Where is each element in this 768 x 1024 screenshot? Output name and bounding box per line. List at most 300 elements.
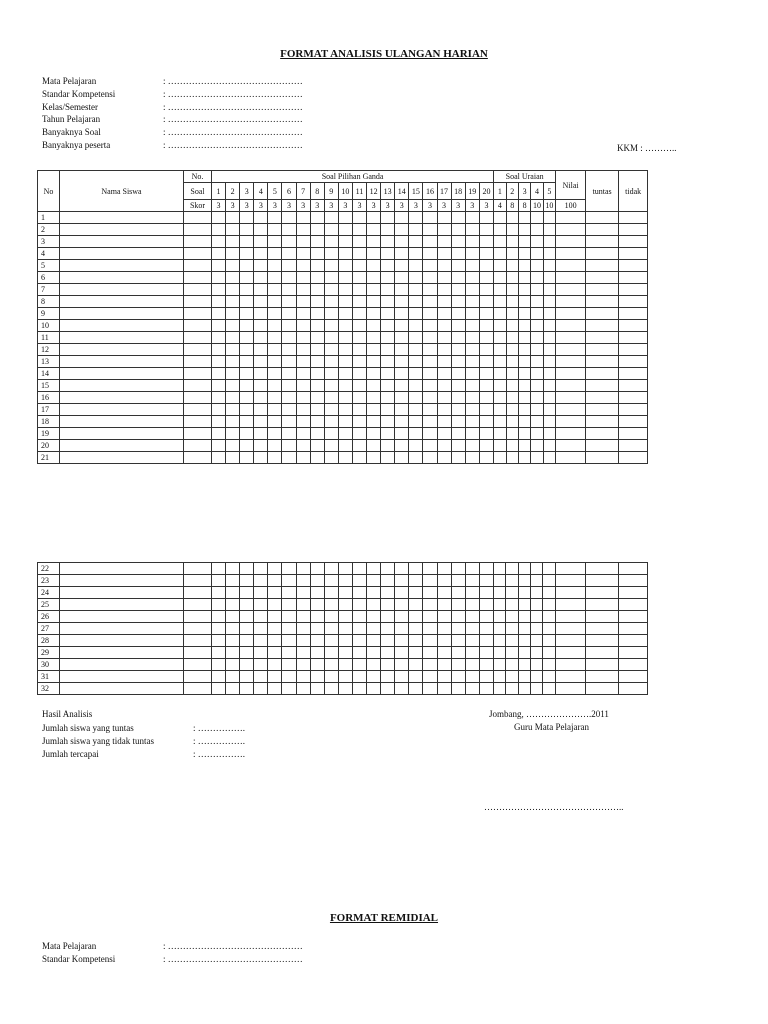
input-cell[interactable] — [367, 284, 381, 296]
input-cell[interactable] — [296, 659, 310, 671]
input-cell[interactable] — [479, 224, 493, 236]
input-cell[interactable] — [240, 212, 254, 224]
input-cell[interactable] — [240, 380, 254, 392]
input-cell[interactable] — [531, 587, 543, 599]
input-cell[interactable] — [586, 344, 619, 356]
input-cell[interactable] — [465, 224, 479, 236]
input-cell[interactable] — [212, 344, 226, 356]
input-cell[interactable] — [367, 236, 381, 248]
input-cell[interactable] — [324, 611, 338, 623]
input-cell[interactable] — [531, 308, 543, 320]
input-cell[interactable] — [282, 392, 296, 404]
input-cell[interactable] — [555, 659, 585, 671]
input-cell[interactable] — [451, 248, 465, 260]
input-cell[interactable] — [184, 320, 212, 332]
input-cell[interactable] — [409, 404, 423, 416]
input-cell[interactable] — [395, 236, 409, 248]
input-cell[interactable] — [409, 611, 423, 623]
input-cell[interactable] — [282, 563, 296, 575]
input-cell[interactable] — [531, 611, 543, 623]
input-cell[interactable] — [184, 332, 212, 344]
input-cell[interactable] — [619, 260, 648, 272]
input-cell[interactable] — [494, 236, 506, 248]
input-cell[interactable] — [381, 356, 395, 368]
input-cell[interactable] — [543, 440, 555, 452]
input-cell[interactable] — [543, 587, 555, 599]
input-cell[interactable] — [556, 428, 586, 440]
input-cell[interactable] — [423, 344, 437, 356]
input-cell[interactable] — [423, 659, 437, 671]
input-cell[interactable] — [310, 332, 324, 344]
input-cell[interactable] — [395, 332, 409, 344]
input-cell[interactable] — [585, 623, 618, 635]
input-cell[interactable] — [586, 224, 619, 236]
input-cell[interactable] — [324, 416, 338, 428]
input-cell[interactable] — [184, 392, 212, 404]
input-cell[interactable] — [254, 308, 268, 320]
input-cell[interactable] — [268, 635, 282, 647]
input-cell[interactable] — [226, 647, 240, 659]
input-cell[interactable] — [395, 611, 409, 623]
input-cell[interactable] — [324, 440, 338, 452]
input-cell[interactable] — [395, 260, 409, 272]
input-cell[interactable] — [338, 260, 352, 272]
input-cell[interactable] — [518, 248, 530, 260]
input-cell[interactable] — [212, 587, 226, 599]
input-cell[interactable] — [60, 611, 184, 623]
input-cell[interactable] — [367, 452, 381, 464]
input-cell[interactable] — [518, 272, 530, 284]
input-cell[interactable] — [494, 320, 506, 332]
input-cell[interactable] — [254, 224, 268, 236]
input-cell[interactable] — [531, 296, 543, 308]
input-cell[interactable] — [226, 587, 240, 599]
input-cell[interactable] — [506, 380, 518, 392]
input-cell[interactable] — [296, 248, 310, 260]
input-cell[interactable] — [395, 623, 409, 635]
input-cell[interactable] — [367, 344, 381, 356]
input-cell[interactable] — [395, 683, 409, 695]
input-cell[interactable] — [367, 272, 381, 284]
input-cell[interactable] — [556, 380, 586, 392]
input-cell[interactable] — [543, 368, 555, 380]
input-cell[interactable] — [60, 647, 184, 659]
input-cell[interactable] — [465, 611, 479, 623]
input-cell[interactable] — [619, 296, 648, 308]
input-cell[interactable] — [324, 248, 338, 260]
input-cell[interactable] — [268, 344, 282, 356]
input-cell[interactable] — [494, 224, 506, 236]
input-cell[interactable] — [184, 380, 212, 392]
input-cell[interactable] — [226, 236, 240, 248]
input-cell[interactable] — [60, 392, 184, 404]
input-cell[interactable] — [409, 575, 423, 587]
input-cell[interactable] — [240, 356, 254, 368]
input-cell[interactable] — [479, 587, 493, 599]
input-cell[interactable] — [324, 380, 338, 392]
input-cell[interactable] — [254, 659, 268, 671]
input-cell[interactable] — [60, 344, 184, 356]
input-cell[interactable] — [465, 332, 479, 344]
input-cell[interactable] — [555, 587, 585, 599]
input-cell[interactable] — [367, 440, 381, 452]
input-cell[interactable] — [338, 647, 352, 659]
input-cell[interactable] — [352, 671, 366, 683]
input-cell[interactable] — [531, 344, 543, 356]
input-cell[interactable] — [586, 368, 619, 380]
input-cell[interactable] — [240, 563, 254, 575]
input-cell[interactable] — [493, 623, 505, 635]
input-cell[interactable] — [409, 236, 423, 248]
input-cell[interactable] — [268, 332, 282, 344]
input-cell[interactable] — [543, 683, 555, 695]
input-cell[interactable] — [310, 392, 324, 404]
input-cell[interactable] — [543, 344, 555, 356]
input-cell[interactable] — [381, 248, 395, 260]
input-cell[interactable] — [465, 683, 479, 695]
input-cell[interactable] — [395, 587, 409, 599]
input-cell[interactable] — [493, 683, 505, 695]
input-cell[interactable] — [437, 284, 451, 296]
input-cell[interactable] — [556, 332, 586, 344]
input-cell[interactable] — [618, 623, 647, 635]
input-cell[interactable] — [506, 452, 518, 464]
input-cell[interactable] — [268, 284, 282, 296]
input-cell[interactable] — [60, 380, 184, 392]
input-cell[interactable] — [479, 440, 493, 452]
input-cell[interactable] — [543, 248, 555, 260]
input-cell[interactable] — [381, 623, 395, 635]
input-cell[interactable] — [586, 296, 619, 308]
input-cell[interactable] — [268, 236, 282, 248]
input-cell[interactable] — [395, 452, 409, 464]
input-cell[interactable] — [494, 308, 506, 320]
input-cell[interactable] — [296, 368, 310, 380]
input-cell[interactable] — [240, 296, 254, 308]
input-cell[interactable] — [268, 392, 282, 404]
input-cell[interactable] — [310, 272, 324, 284]
input-cell[interactable] — [423, 224, 437, 236]
input-cell[interactable] — [437, 272, 451, 284]
input-cell[interactable] — [268, 272, 282, 284]
input-cell[interactable] — [518, 587, 530, 599]
input-cell[interactable] — [395, 440, 409, 452]
input-cell[interactable] — [506, 392, 518, 404]
input-cell[interactable] — [240, 404, 254, 416]
input-cell[interactable] — [518, 260, 530, 272]
input-cell[interactable] — [518, 320, 530, 332]
input-cell[interactable] — [555, 575, 585, 587]
input-cell[interactable] — [60, 248, 184, 260]
input-cell[interactable] — [367, 224, 381, 236]
input-cell[interactable] — [310, 635, 324, 647]
input-cell[interactable] — [585, 635, 618, 647]
input-cell[interactable] — [619, 344, 648, 356]
input-cell[interactable] — [423, 368, 437, 380]
input-cell[interactable] — [254, 671, 268, 683]
input-cell[interactable] — [226, 272, 240, 284]
input-cell[interactable] — [465, 404, 479, 416]
input-cell[interactable] — [518, 392, 530, 404]
input-cell[interactable] — [437, 611, 451, 623]
input-cell[interactable] — [268, 296, 282, 308]
input-cell[interactable] — [493, 647, 505, 659]
input-cell[interactable] — [494, 296, 506, 308]
input-cell[interactable] — [268, 452, 282, 464]
input-cell[interactable] — [367, 671, 381, 683]
input-cell[interactable] — [352, 635, 366, 647]
input-cell[interactable] — [479, 260, 493, 272]
input-cell[interactable] — [184, 416, 212, 428]
input-cell[interactable] — [409, 272, 423, 284]
input-cell[interactable] — [395, 296, 409, 308]
input-cell[interactable] — [352, 212, 366, 224]
input-cell[interactable] — [409, 623, 423, 635]
input-cell[interactable] — [423, 599, 437, 611]
input-cell[interactable] — [451, 236, 465, 248]
input-cell[interactable] — [254, 272, 268, 284]
summary-item-value[interactable]: : ……………. — [193, 749, 246, 759]
input-cell[interactable] — [479, 320, 493, 332]
input-cell[interactable] — [310, 356, 324, 368]
input-cell[interactable] — [465, 368, 479, 380]
input-cell[interactable] — [479, 428, 493, 440]
input-cell[interactable] — [268, 683, 282, 695]
input-cell[interactable] — [268, 440, 282, 452]
input-cell[interactable] — [212, 224, 226, 236]
input-cell[interactable] — [518, 404, 530, 416]
input-cell[interactable] — [437, 563, 451, 575]
input-cell[interactable] — [423, 296, 437, 308]
input-cell[interactable] — [586, 416, 619, 428]
input-cell[interactable] — [543, 224, 555, 236]
input-cell[interactable] — [531, 320, 543, 332]
input-cell[interactable] — [381, 404, 395, 416]
input-cell[interactable] — [60, 563, 184, 575]
input-cell[interactable] — [60, 671, 184, 683]
input-cell[interactable] — [60, 296, 184, 308]
input-cell[interactable] — [585, 587, 618, 599]
input-cell[interactable] — [479, 248, 493, 260]
input-cell[interactable] — [479, 284, 493, 296]
input-cell[interactable] — [423, 563, 437, 575]
input-cell[interactable] — [531, 599, 543, 611]
input-cell[interactable] — [556, 284, 586, 296]
input-cell[interactable] — [381, 599, 395, 611]
input-cell[interactable] — [479, 296, 493, 308]
input-cell[interactable] — [367, 416, 381, 428]
input-cell[interactable] — [352, 404, 366, 416]
input-cell[interactable] — [324, 635, 338, 647]
input-cell[interactable] — [531, 428, 543, 440]
input-cell[interactable] — [282, 344, 296, 356]
input-cell[interactable] — [506, 611, 518, 623]
input-cell[interactable] — [226, 623, 240, 635]
input-cell[interactable] — [324, 647, 338, 659]
input-cell[interactable] — [395, 320, 409, 332]
input-cell[interactable] — [423, 308, 437, 320]
input-cell[interactable] — [352, 344, 366, 356]
input-cell[interactable] — [586, 428, 619, 440]
input-cell[interactable] — [518, 647, 530, 659]
input-cell[interactable] — [268, 260, 282, 272]
input-cell[interactable] — [437, 659, 451, 671]
input-cell[interactable] — [282, 683, 296, 695]
input-cell[interactable] — [310, 563, 324, 575]
input-cell[interactable] — [296, 284, 310, 296]
input-cell[interactable] — [586, 380, 619, 392]
input-cell[interactable] — [494, 284, 506, 296]
input-cell[interactable] — [494, 452, 506, 464]
input-cell[interactable] — [254, 428, 268, 440]
input-cell[interactable] — [352, 224, 366, 236]
input-cell[interactable] — [409, 212, 423, 224]
input-cell[interactable] — [586, 404, 619, 416]
analysis-field-value[interactable]: : ……………………………………… — [163, 140, 303, 150]
input-cell[interactable] — [479, 272, 493, 284]
input-cell[interactable] — [465, 392, 479, 404]
input-cell[interactable] — [367, 392, 381, 404]
input-cell[interactable] — [282, 647, 296, 659]
input-cell[interactable] — [506, 236, 518, 248]
input-cell[interactable] — [506, 635, 518, 647]
input-cell[interactable] — [296, 392, 310, 404]
input-cell[interactable] — [543, 284, 555, 296]
input-cell[interactable] — [531, 212, 543, 224]
input-cell[interactable] — [556, 224, 586, 236]
input-cell[interactable] — [254, 587, 268, 599]
input-cell[interactable] — [437, 212, 451, 224]
input-cell[interactable] — [226, 659, 240, 671]
input-cell[interactable] — [212, 575, 226, 587]
input-cell[interactable] — [212, 599, 226, 611]
input-cell[interactable] — [268, 575, 282, 587]
input-cell[interactable] — [226, 224, 240, 236]
input-cell[interactable] — [619, 248, 648, 260]
input-cell[interactable] — [437, 599, 451, 611]
input-cell[interactable] — [451, 599, 465, 611]
input-cell[interactable] — [543, 575, 555, 587]
input-cell[interactable] — [543, 563, 555, 575]
input-cell[interactable] — [324, 452, 338, 464]
input-cell[interactable] — [268, 212, 282, 224]
input-cell[interactable] — [310, 599, 324, 611]
input-cell[interactable] — [367, 647, 381, 659]
input-cell[interactable] — [395, 356, 409, 368]
input-cell[interactable] — [60, 575, 184, 587]
input-cell[interactable] — [543, 647, 555, 659]
input-cell[interactable] — [268, 320, 282, 332]
input-cell[interactable] — [506, 575, 518, 587]
input-cell[interactable] — [465, 440, 479, 452]
input-cell[interactable] — [409, 296, 423, 308]
input-cell[interactable] — [296, 356, 310, 368]
input-cell[interactable] — [619, 236, 648, 248]
input-cell[interactable] — [423, 248, 437, 260]
input-cell[interactable] — [518, 428, 530, 440]
input-cell[interactable] — [338, 659, 352, 671]
input-cell[interactable] — [437, 683, 451, 695]
input-cell[interactable] — [437, 224, 451, 236]
input-cell[interactable] — [60, 224, 184, 236]
input-cell[interactable] — [254, 647, 268, 659]
input-cell[interactable] — [296, 380, 310, 392]
input-cell[interactable] — [240, 344, 254, 356]
input-cell[interactable] — [493, 575, 505, 587]
input-cell[interactable] — [531, 368, 543, 380]
input-cell[interactable] — [409, 284, 423, 296]
input-cell[interactable] — [226, 599, 240, 611]
input-cell[interactable] — [324, 212, 338, 224]
input-cell[interactable] — [518, 575, 530, 587]
input-cell[interactable] — [296, 563, 310, 575]
input-cell[interactable] — [479, 332, 493, 344]
input-cell[interactable] — [352, 416, 366, 428]
input-cell[interactable] — [226, 392, 240, 404]
input-cell[interactable] — [212, 440, 226, 452]
input-cell[interactable] — [367, 404, 381, 416]
input-cell[interactable] — [212, 683, 226, 695]
input-cell[interactable] — [60, 683, 184, 695]
input-cell[interactable] — [451, 587, 465, 599]
input-cell[interactable] — [268, 671, 282, 683]
input-cell[interactable] — [367, 320, 381, 332]
input-cell[interactable] — [240, 599, 254, 611]
input-cell[interactable] — [282, 260, 296, 272]
input-cell[interactable] — [367, 683, 381, 695]
input-cell[interactable] — [282, 452, 296, 464]
input-cell[interactable] — [409, 380, 423, 392]
input-cell[interactable] — [494, 260, 506, 272]
input-cell[interactable] — [437, 344, 451, 356]
input-cell[interactable] — [254, 368, 268, 380]
input-cell[interactable] — [324, 284, 338, 296]
input-cell[interactable] — [60, 452, 184, 464]
input-cell[interactable] — [506, 623, 518, 635]
input-cell[interactable] — [585, 647, 618, 659]
input-cell[interactable] — [352, 236, 366, 248]
input-cell[interactable] — [479, 344, 493, 356]
input-cell[interactable] — [367, 659, 381, 671]
input-cell[interactable] — [586, 284, 619, 296]
input-cell[interactable] — [367, 380, 381, 392]
input-cell[interactable] — [506, 296, 518, 308]
input-cell[interactable] — [381, 587, 395, 599]
input-cell[interactable] — [212, 296, 226, 308]
input-cell[interactable] — [395, 647, 409, 659]
input-cell[interactable] — [479, 452, 493, 464]
input-cell[interactable] — [212, 647, 226, 659]
input-cell[interactable] — [395, 404, 409, 416]
input-cell[interactable] — [338, 224, 352, 236]
input-cell[interactable] — [226, 248, 240, 260]
input-cell[interactable] — [367, 623, 381, 635]
input-cell[interactable] — [518, 308, 530, 320]
input-cell[interactable] — [586, 356, 619, 368]
input-cell[interactable] — [506, 440, 518, 452]
input-cell[interactable] — [423, 671, 437, 683]
input-cell[interactable] — [506, 356, 518, 368]
input-cell[interactable] — [506, 224, 518, 236]
input-cell[interactable] — [585, 659, 618, 671]
input-cell[interactable] — [367, 599, 381, 611]
input-cell[interactable] — [531, 416, 543, 428]
input-cell[interactable] — [296, 452, 310, 464]
input-cell[interactable] — [212, 671, 226, 683]
input-cell[interactable] — [556, 344, 586, 356]
remedial-field-value[interactable]: : ……………………………………… — [163, 941, 303, 951]
input-cell[interactable] — [506, 212, 518, 224]
